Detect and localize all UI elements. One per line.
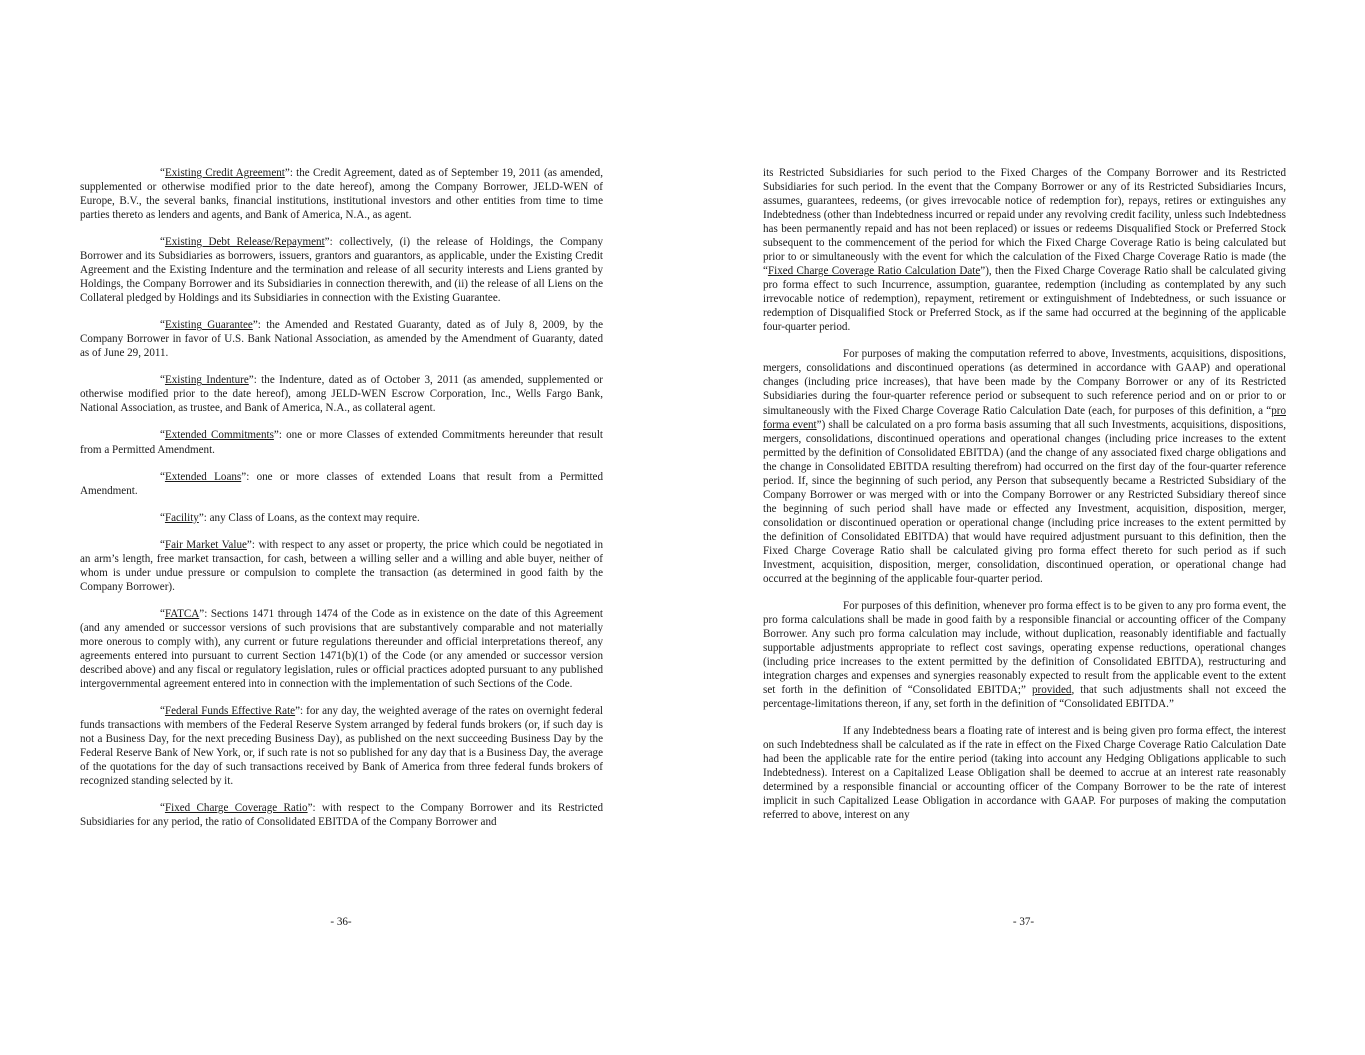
definition-text: : any Class of Loans, as the context may require. [203,511,420,524]
definition-paragraph: “Facility”: any Class of Loans, as the context may require. [160,511,420,524]
definition-paragraph: “Fixed Charge Coverage Ratio”: with respect to the Company Borrower and its Restricted Subsidiaries for any period, the ratio of Consolidated EBITDA of the Company Borrower and [80,802,603,829]
defined-term: Facility [164,511,199,524]
right-page-body [763,166,1286,822]
page-number-left: - 36- [330,916,352,928]
definition-paragraph: “Existing Credit Agreement”: the Credit Agreement, dated as of September 19, 2011 (as amended, supplemented or otherwise modified prior to the date hereof), among the Company Borrower, JELD-WEN of Europe, B.V., the several banks, financial institutions, institutional investors and other entities from time to time parties thereto as lenders and agents, and Bank of America, N.A., as agent. [80,167,603,222]
definition-text: : the Amended and Restated Guaranty, dated as of July 8, 2009, by the Company Borrower in favor of U.S. Bank National Association, as amended by the Amendment of Guaranty, dated as of June 29, 2011. [80,319,603,360]
definition-text: : with respect to any asset or property, the price which could be negotiated in an arm’s length, free market transaction, for cash, between a willing seller and a willing and able buyer, neither of whom is under undue pressure or compulsion to complete the transaction (as determined in good faith by the Company Borrower). [80,538,604,593]
definition-text: : collectively, (i) the release of Holdings, the Company Borrower and its Subsidiaries as borrowers, issuers, grantors and guarantors, as applicable, under the Existing Credit Agreement and the Existing Indenture and the termination and release of all security interests and Liens granted by Holdings, the Company Borrower and its Subsidiaries in connection therewith, and (ii) the release of all Liens on the Collateral pledged by Holdings and its Subsidiaries in connection with the Existing Guarantee. [80,236,603,305]
definition-paragraph: “Extended Loans”: one or more classes of extended Loans that result from a Permitted Amendment. [80,470,603,497]
paragraph-pro-forma-computation: For purposes of making the computation referred to above, Investments, acquisitions, dispositions, mergers, consolidations and discontinued operations (as determined in accordance with GAAP) and operational changes (including price increases), that have been made by the Company Borrower or any of its Restricted Subsidiaries during the four-quarter reference period or subsequent to such reference period and on or prior to or simultaneously with the Fixed Charge Coverage Ratio Calculation Date (each, for purposes of this definition, a “pro forma event”) shall be calculated on a pro forma basis assuming that all such Investments, acquisitions, dispositions, mergers, consolidations, discontinued operations and operational changes (including price increases to the extent permitted by the definition of Consolidated EBITDA) (and the change of any associated fixed charge obligations and the change in Consolidated EBITDA resulting therefrom) had occurred on the first day of the four-quarter reference period. If, since the beginning of such period, any Person that subsequently became a Restricted Subsidiary of the Company Borrower or was merged with or into the Company Borrower or any Restricted Subsidiary thereof since the beginning of such period shall have made or effected any Investment, acquisition, disposition, merger, consolidation or discontinued operation or operational change (including price increases to the extent permitted by the definition of Consolidated EBITDA) that would have required adjustment pursuant to this definition, then the Fixed Charge Coverage Ratio shall be calculated giving pro forma effect thereto for such period as if such Investment, acquisition, disposition, merger, consolidation, discontinued operation, or operational change had occurred at the beginning of the applicable four-quarter period. [763,348,1287,585]
defined-term: Fixed Charge Coverage Ratio [164,802,308,815]
defined-term: FATCA [164,607,200,620]
definition-text: : Sections 1471 through 1474 of the Code as in existence on the date of this Agreement (and any amended or successor versions of such provisions that are substantively comparable and not materially more onerous to comply with), any current or future regulations thereunder and official interpretations thereof, any agreements entered into pursuant to current Section 1471(b)(1) of the Code (or any amended or successor version described above) and any fiscal or regulatory legislation, rules or official practices adopted pursuant to any published intergovernmental agreement entered into in connection with the implementation of such Sections of the Code. [80,607,603,690]
paragraph-pro-forma-calculations: For purposes of this definition, whenever pro forma effect is to be given to any pro forma event, the pro forma calculations shall be made in good faith by a responsible financial or accounting officer of the Company Borrower. Any such pro forma calculation may include, without duplication, reasonably identifiable and factually supportable adjustments appropriate to reflect cost savings, operating expense reductions, operational changes (including price increases to the extent permitted by the definition of Consolidated EBITDA), restructuring and integration charges and expenses and synergies reasonably expected to result from the applicable event to the extent set forth in the definition of “Consolidated EBITDA;” provided, that such adjustments shall not exceed the percentage-limitations thereon, if any, set forth in the definition of “Consolidated EBITDA.” [763,599,1286,711]
defined-term: Existing Indenture [164,374,249,387]
definition-paragraph: “FATCA”: Sections 1471 through 1474 of the Code as in existence on the date of this Agreement (and any amended or successor versions of such provisions that are substantively comparable and not materially more onerous to comply with), any current or future regulations thereunder and official interpretations thereof, any agreements entered into pursuant to current Section 1471(b)(1) of the Code (or any amended or successor version described above) and any fiscal or regulatory legislation, rules or official practices adopted pursuant to any published intergovernmental agreement entered into in connection with the implementation of such Sections of the Code. [80,607,603,690]
definition-paragraph: “Existing Indenture”: the Indenture, dated as of October 3, 2011 (as amended, supplemented or otherwise modified prior to the date hereof), among JELD-WEN Escrow Corporation, Inc., Wells Fargo Bank, National Association, as trustee, and Bank of America, N.A., as collateral agent. [80,374,603,415]
defined-term: Existing Guarantee [164,319,253,332]
right-page [682,0,1365,1055]
left-page [0,0,682,1055]
definition-text: : for any day, the weighted average of the rates on overnight federal funds transactions with members of the Federal Reserve System arranged by federal funds brokers (or, if such day is not a Business Day, for the next preceding Business Day), as published on the next succeeding Business Day by the Federal Reserve Bank of New York, or, if such rate is not so published for any day that is a Business Day, the average of the quotations for the day of such transactions received by Bank of America from three federal funds brokers of recognized standing selected by it. [80,704,603,788]
definition-paragraph: “Fair Market Value”: with respect to any asset or property, the price which could be negotiated in an arm’s length, free market transaction, for cash, between a willing seller and a willing and able buyer, neither of whom is under undue pressure or compulsion to complete the transaction (as determined in good faith by the Company Borrower). [80,538,604,593]
left-page-body [80,166,603,829]
defined-term: Extended Loans [164,470,242,483]
defined-term: provided [1032,684,1072,697]
definition-text: : one or more Classes of extended Commitments hereunder that result from a Permitted Amendment. [80,429,603,456]
definition-paragraph: “Federal Funds Effective Rate”: for any day, the weighted average of the rates on overnight federal funds transactions with members of the Federal Reserve System arranged by federal funds brokers (or, if such day is not a Business Day, for the next preceding Business Day), as published on the next succeeding Business Day by the Federal Reserve Bank of New York, or, if such rate is not so published for any day that is a Business Day, the average of the quotations for the day of such transactions received by Bank of America from three federal funds brokers of recognized standing selected by it. [80,704,603,788]
page-number-right: - 37- [1012,916,1035,928]
defined-term: Fixed Charge Coverage Ratio Calculation Date [767,265,981,278]
definition-text: : with respect to the Company Borrower and its Restricted Subsidiaries for any period, the ratio of Consolidated EBITDA of the Company Borrower and [80,802,603,829]
defined-term: pro forma event [763,404,1286,431]
defined-term: Fair Market Value [164,538,247,551]
definition-text: : the Indenture, dated as of October 3, 2011 (as amended, supplemented or otherwise modified prior to the date hereof), among JELD-WEN Escrow Corporation, Inc., Wells Fargo Bank, National Association, as trustee, and Bank of America, N.A., as collateral agent. [80,374,603,415]
defined-term: Federal Funds Effective Rate [164,704,296,717]
definition-paragraph: “Existing Debt Release/Repayment”: collectively, (i) the release of Holdings, the Company Borrower and its Subsidiaries as borrowers, issuers, grantors and guarantors, as applicable, under the Existing Credit Agreement and the Existing Indenture and the termination and release of all security interests and Liens granted by Holdings, the Company Borrower and its Subsidiaries in connection therewith, and (ii) the release of all Liens on the Collateral pledged by Holdings and its Subsidiaries in connection with the Existing Guarantee. [80,236,603,305]
defined-term: Existing Debt Release/Repayment [164,236,325,249]
definition-paragraph: “Existing Guarantee”: the Amended and Restated Guaranty, dated as of July 8, 2009, by the Company Borrower in favor of U.S. Bank National Association, as amended by the Amendment of Guaranty, dated as of June 29, 2011. [80,319,603,360]
defined-term: Existing Credit Agreement [164,167,285,179]
definition-text: : the Credit Agreement, dated as of September 19, 2011 (as amended, supplemented or otherwise modified prior to the date hereof), among the Company Borrower, JELD-WEN of Europe, B.V., the several banks, financial institutions, institutional investors and other entities from time to time parties thereto as lenders and agents, and Bank of America, N.A., as agent. [80,167,603,222]
paragraph-fccr-continued: its Restricted Subsidiaries for such period to the Fixed Charges of the Company Borrower and its Restricted Subsidiaries for such period. In the event that the Company Borrower or any of its Restricted Subsidiaries Incurs, assumes, guarantees, redeems, (or gives irrevocable notice of redemption for), repays, retires or extinguishes any Indebtedness (other than Indebtedness incurred or repaid under any revolving credit facility, unless such Indebtedness has been permanently repaid and has not been replaced) or issues or redeems Disqualified Stock or Preferred Stock subsequent to the commencement of the period for which the Fixed Charge Coverage Ratio is being calculated but prior to or simultaneously with the event for which the calculation of the Fixed Charge Coverage Ratio is made (the “Fixed Charge Coverage Ratio Calculation Date”), then the Fixed Charge Coverage Ratio shall be calculated giving pro forma effect to such Incurrence, assumption, guarantee, redemption (including as contemplated by any such irrevocable notice of redemption), repayment, retirement or extinguishment of Indebtedness, or such issuance or redemption of Disqualified Stock or Preferred Stock, as if the same had occurred at the beginning of the applicable four-quarter period. [763,167,1286,334]
definition-text: : one or more classes of extended Loans that result from a Permitted Amendment. [80,470,603,497]
paragraph-floating-rate: If any Indebtedness bears a floating rate of interest and is being given pro forma effect, the interest on such Indebtedness shall be calculated as if the rate in effect on the Fixed Charge Coverage Ratio Calculation Date had been the applicable rate for the entire period (taking into account any Hedging Obligations applicable to such Indebtedness). Interest on a Capitalized Lease Obligation shall be deemed to accrue at an interest rate reasonably determined by a responsible financial or accounting officer of the Company Borrower to be the rate of interest implicit in such Capitalized Lease Obligation in accordance with GAAP. For purposes of making the computation referred to above, interest on any [763,725,1286,822]
definition-paragraph: “Extended Commitments”: one or more Classes of extended Commitments hereunder that result from a Permitted Amendment. [80,429,603,456]
defined-term: Extended Commitments [164,429,274,442]
